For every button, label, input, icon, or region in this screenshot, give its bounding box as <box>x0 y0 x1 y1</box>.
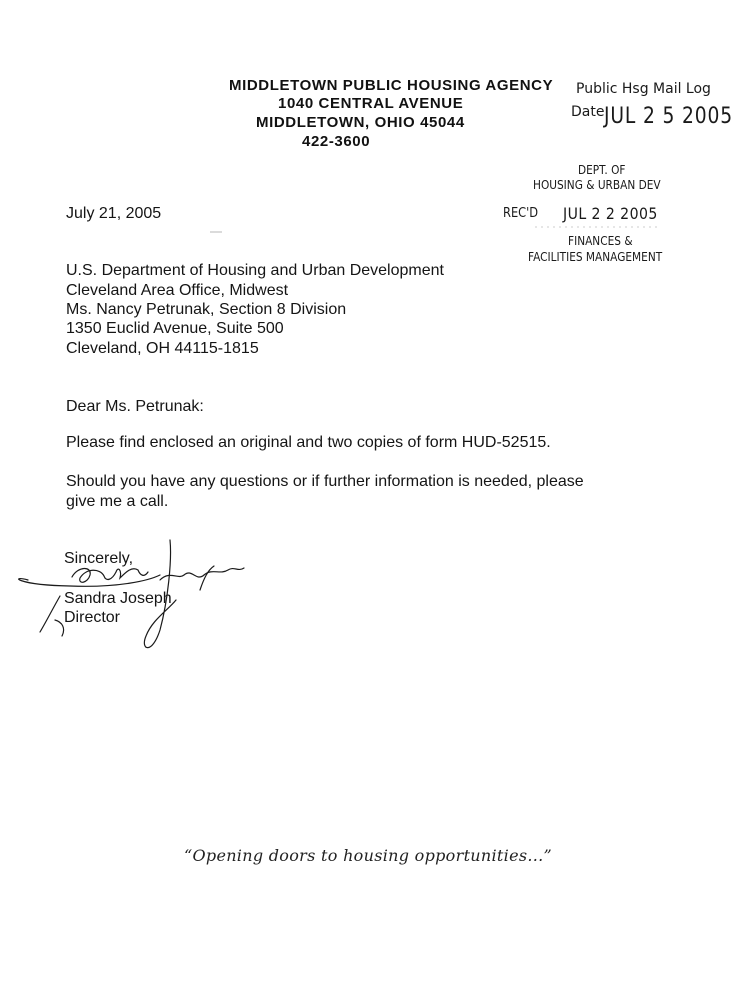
mail-log-stamp-title: Public Hsg Mail Log <box>576 81 711 97</box>
agency-address-city: MIDDLETOWN, OHIO 45044 <box>256 114 465 131</box>
received-stamp-dept-line2: HOUSING & URBAN DEV <box>533 178 661 192</box>
received-stamp-dept-line1: DEPT. OF <box>578 163 626 177</box>
recipient-line: Cleveland Area Office, Midwest <box>66 282 289 299</box>
agency-address-street: 1040 CENTRAL AVENUE <box>278 95 464 112</box>
mail-log-date: JUL 2 5 2005 <box>604 104 734 129</box>
agency-name: MIDDLETOWN PUBLIC HOUSING AGENCY <box>229 77 554 94</box>
salutation: Dear Ms. Petrunak: <box>66 398 204 415</box>
received-stamp-division-line1: FINANCES & <box>568 234 633 248</box>
received-stamp-date: JUL 2 2 2005 <box>563 204 658 223</box>
recipient-line: Cleveland, OH 44115-1815 <box>66 340 259 357</box>
body-paragraph: Should you have any questions or if further information is needed, please <box>66 473 584 490</box>
recipient-line: U.S. Department of Housing and Urban Development <box>66 262 444 279</box>
received-stamp-division-line2: FACILITIES MANAGEMENT <box>528 250 663 264</box>
footer-motto: “Opening doors to housing opportunities...” <box>184 846 552 865</box>
mail-log-date-label: Date <box>571 104 605 120</box>
received-stamp-label: REC'D <box>503 206 539 221</box>
recipient-line: Ms. Nancy Petrunak, Section 8 Division <box>66 301 347 318</box>
agency-phone: 422-3600 <box>302 133 371 150</box>
letter-date: July 21, 2005 <box>66 205 162 222</box>
body-paragraph: give me a call. <box>66 493 169 510</box>
closing: Sincerely, <box>64 550 134 567</box>
body-paragraph: Please find enclosed an original and two copies of form HUD-52515. <box>66 434 551 451</box>
recipient-line: 1350 Euclid Avenue, Suite 500 <box>66 320 284 337</box>
signer-title: Director <box>64 609 121 626</box>
signer-name: Sandra Joseph <box>64 590 172 607</box>
